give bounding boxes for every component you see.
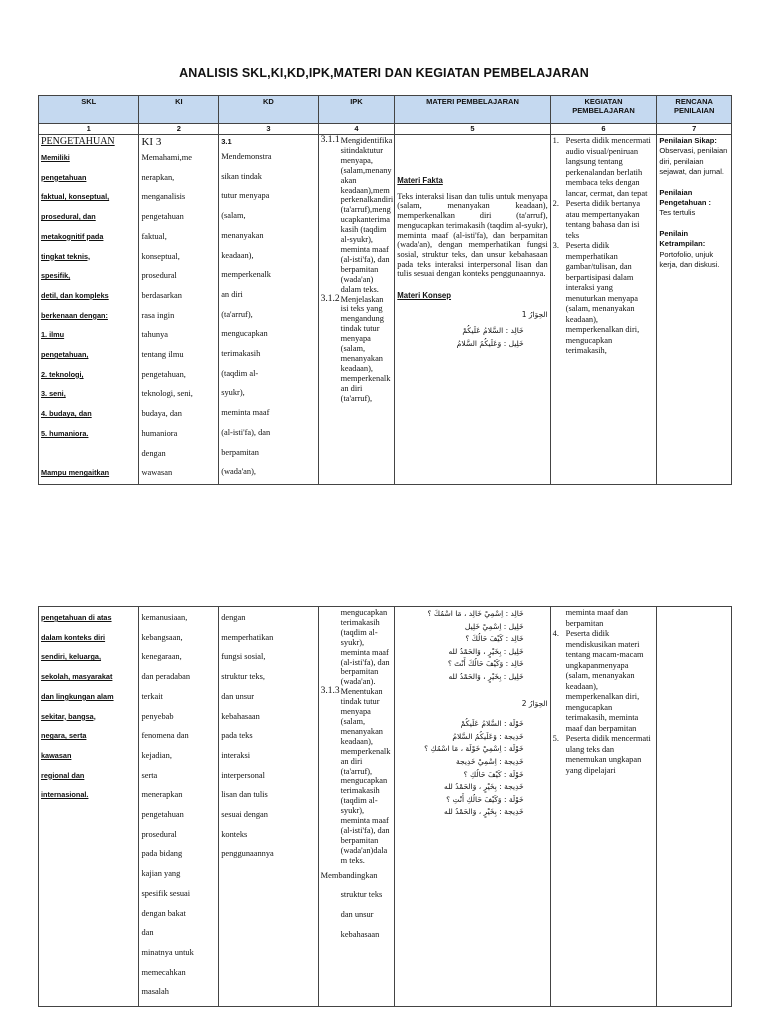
column-number: 7 — [657, 124, 732, 135]
penilaian-body: Observasi, penilaian diri, penilaian sejawat, dan jurnal. — [659, 146, 728, 177]
ipk-line: dan unsur — [340, 909, 374, 919]
kd-line: pada teks — [221, 731, 253, 741]
penilaian-body: Portofolio, unjuk kerja, dan diskusi. — [659, 249, 720, 270]
skl-line: tingkat teknis, — [41, 251, 91, 261]
arabic-dialogue-line: خَوْلَة : السَّلامُ عَلَيكُمْ — [460, 719, 524, 729]
ki-line: budaya, dan — [141, 409, 182, 419]
ipk-cell — [318, 607, 395, 1007]
header-ipk: IPK — [318, 96, 395, 124]
ki-line: konseptual, — [141, 251, 180, 261]
ipk-item — [321, 295, 393, 404]
materi-cell — [395, 135, 550, 485]
ki-line: tentang ilmu — [141, 350, 184, 360]
skl-line: dalam konteks diri — [41, 632, 106, 642]
skl-line: sendiri, keluarga, — [41, 652, 102, 662]
skl-line: 2. teknologi, — [41, 369, 84, 379]
skl-line: spesifik, — [41, 271, 71, 281]
ki-line: menganalisis — [141, 192, 186, 202]
ki-cell — [139, 135, 219, 485]
kegiatan-text: Peserta didik bertanya atau mempertanyakan tentang bahasa dan isi teks — [565, 199, 641, 240]
kegiatan-text: Peserta didik mencermati ulang teks dan menemukan ungkapan yang dipelajari — [565, 734, 651, 775]
ipk-line: kebahasaan — [340, 929, 380, 939]
penilaian-heading: Penilaian Sikap: — [659, 136, 717, 145]
kd-heading: 3.1 — [221, 137, 232, 146]
kd-line: dan unsur — [221, 691, 255, 701]
skl-line: Mampu mengaitkan — [41, 468, 110, 478]
ki-line: prosedural — [141, 271, 177, 281]
ipk-text: Menentukan tindak tutur menyapa (salam, menanyakan keadaan), memperkenalk an diri (ta'arruf), mengucapkan terimakasih (taqdim al-syukr), meminta maaf (al-isti'fa), dan berpamitan (wada'an)dala m teks. — [340, 687, 391, 865]
ki-line: kenegaraan, — [141, 652, 182, 662]
content-row — [39, 607, 732, 1007]
arabic-dialogue-line: خَلِيل : اِسْمِيْ خَلِيل — [464, 621, 524, 631]
ki-line: pengetahuan — [141, 810, 184, 820]
arabic-dialogue-line: خَالِد : السَّلامُ عَلَيكُمْ — [462, 326, 524, 336]
ki-line: dan — [141, 928, 154, 938]
ki-line: humaniora — [141, 428, 178, 438]
arabic-dialogue-line: خَدِيجة : بِخَيْرٍ ، وَالحَمْدُ لله — [444, 782, 524, 792]
kd-line: (al-isti'fa), dan — [221, 427, 271, 437]
penilaian-heading: Penilaian Pengetahuan : — [659, 187, 712, 208]
ipk-number: 3.1.3 — [320, 686, 340, 697]
kd-line: an diri — [221, 289, 243, 299]
kd-line: memperkenalk — [221, 270, 271, 280]
ki-heading: KI 3 — [141, 136, 162, 148]
skl-line: berkenaan dengan: — [41, 310, 108, 320]
skl-line: detil, dan kompleks — [41, 290, 109, 300]
kd-line: dengan — [221, 613, 246, 622]
column-number-row — [39, 124, 732, 135]
materi-fakta-text: Teks interaksi lisan dan tulis untuk menyapa (salam, menanyakan keadaan), memperkenalkan diri (ta'arruf), mengucapkan terimakasih (taqdim al-syukr), meminta maaf (al-isti'fa), dan berpamitan (wada'an), dengan memperhatikan fungsi sosial, struktur teks, dan unsur kebahasaan pada teks interaksi interpersonal lisan dan tulis sesuai dengan konteks penggunaannya. — [397, 191, 548, 279]
analysis-table-page2 — [38, 606, 732, 1007]
kd-line: konteks — [221, 829, 248, 839]
ki-line: serta — [141, 770, 158, 780]
kd-cell — [219, 607, 318, 1007]
penilaian-body: Tes tertulis — [659, 208, 696, 218]
skl-line: 3. seni, — [41, 389, 66, 399]
arabic-dialogue-line: خَوْلَة : وَكَيْفَ حَالُكِ أَنْتِ ؟ — [446, 794, 524, 804]
ipk-number: 3.1.2 — [320, 293, 340, 304]
ipk-item — [321, 687, 393, 865]
skl-line: pengetahuan — [41, 172, 87, 182]
ki-line: berdasarkan — [141, 290, 182, 300]
kd-line: mengucapkan — [221, 329, 268, 339]
skl-line: kawasan — [41, 750, 72, 760]
arabic-dialogue-line: خَالِد : كَيْفَ حَالُكَ ؟ — [465, 634, 524, 644]
penilaian-cell — [657, 607, 732, 1007]
ki-line: prosedural — [141, 829, 177, 839]
kd-line: kebahasaan — [221, 711, 260, 721]
analysis-table-page1 — [38, 95, 732, 485]
arabic-dialogue-line: خَدِيجة : بِخَيْرٍ ، وَالحَمْدُ لله — [444, 807, 524, 817]
skl-heading: PENGETAHUAN — [41, 136, 115, 147]
column-number: 6 — [550, 124, 657, 135]
kd-line: terimakasih — [221, 349, 261, 359]
skl-line: 5. humaniora. — [41, 428, 89, 438]
skl-line: pengetahuan di atas — [41, 613, 112, 622]
ki-line: kajian yang — [141, 869, 181, 879]
header-row — [39, 96, 732, 124]
ki-line: pada bidang — [141, 849, 183, 859]
kegiatan-item — [553, 241, 655, 357]
ki-line: terkait — [141, 691, 163, 701]
ki-line: pengetahuan, — [141, 369, 186, 379]
kd-line: sesuai dengan — [221, 810, 268, 820]
arabic-dialogue-line: خَوْلَة : اِسْمِيْ خَوْلَة ، مَا اسْمُكِ ؟ — [424, 744, 524, 754]
skl-line: faktual, konseptual, — [41, 192, 110, 202]
kegiatan-text: Peserta didik mencermati audio visual/peniruan langsung tentang perkenalandan berlatih membaca teks dengan lancar, cermat, dan tepat — [565, 136, 651, 198]
ki-line: penyebab — [141, 711, 174, 721]
kegiatan-item — [553, 629, 655, 734]
ipk-text: mengucapkan terimakasih (taqdim al-syukr), meminta maaf (al-isti'fa), dan berpamitan (wada'an). — [340, 608, 390, 687]
materi-cell — [395, 607, 550, 1007]
column-number: 5 — [395, 124, 550, 135]
skl-cell — [39, 607, 139, 1007]
ki-line: spesifik sesuai — [141, 888, 191, 898]
hiwar-label: الحِوَارُ 2 — [521, 698, 548, 708]
kegiatan-item — [553, 199, 655, 241]
skl-line: prosedural, dan — [41, 212, 96, 222]
ipk-text: Menjelaskan isi teks yang mengandung tindak tutur menyapa (salam, menanyakan keadaan), memperkenalk an diri (ta'arruf), — [340, 294, 391, 403]
ki-line: dengan — [141, 448, 166, 458]
ipk-line: Membandingkan — [320, 870, 378, 880]
ki-line: minatnya untuk — [141, 947, 194, 957]
materi-konsep-label: Materi Konsep — [397, 291, 452, 301]
column-number: 1 — [39, 124, 139, 135]
kd-line: memperhatikan — [221, 632, 274, 642]
skl-line: 4. budaya, dan — [41, 409, 92, 419]
arabic-dialogue-line: خَالِد : اِسْمِيْ خَالِد ، مَا اسْمُكَ ؟ — [427, 609, 524, 618]
header-penilaian: RENCANA PENILAIAN — [657, 96, 732, 124]
kegiatan-item — [553, 136, 655, 199]
content-row — [39, 135, 732, 485]
kd-line: penggunaannya — [221, 849, 274, 859]
ki-line: tahunya — [141, 330, 168, 340]
skl-line: sekitar, bangsa, — [41, 711, 96, 721]
header-ki: KI — [139, 96, 219, 124]
kd-line: lisan dan tulis — [221, 790, 268, 800]
ki-line: memecahkan — [141, 967, 186, 977]
materi-fakta-label: Materi Fakta — [397, 176, 443, 185]
kd-line: struktur teks, — [221, 672, 265, 682]
ki-line: fenomena dan — [141, 731, 189, 741]
kd-line: menanyakan — [221, 230, 264, 240]
kegiatan-item — [553, 608, 655, 629]
header-skl: SKL — [39, 96, 139, 124]
kd-line: (taqdim al- — [221, 368, 259, 378]
ipk-line: struktur teks — [340, 890, 383, 900]
ki-line: dengan bakat — [141, 908, 186, 918]
kegiatan-cell — [550, 135, 657, 485]
ki-line: kemanusiaan, — [141, 613, 188, 622]
skl-cell — [39, 135, 139, 485]
ki-line: kebangsaan, — [141, 632, 183, 642]
skl-line: metakognitif pada — [41, 231, 104, 241]
ipk-item — [321, 608, 393, 687]
kegiatan-number: 2. — [552, 199, 559, 208]
kegiatan-number: 3. — [552, 241, 559, 250]
ki-line: pengetahuan — [141, 212, 184, 222]
ipk-item — [321, 136, 393, 295]
kegiatan-number: 4. — [552, 629, 559, 638]
ipk-cell — [318, 135, 395, 485]
ki-line: wawasan — [141, 468, 173, 478]
arabic-dialogue-line: خَالِد : وَكَيْفَ حَالُكَ أَنْتَ ؟ — [447, 659, 524, 669]
kd-line: Mendemonstra — [221, 152, 272, 161]
kegiatan-text: meminta maaf dan berpamitan — [565, 608, 628, 628]
kegiatan-number: 1. — [552, 136, 559, 145]
kd-line: (wada'an), — [221, 467, 256, 477]
penilaian-cell — [657, 135, 732, 485]
kd-line: berpamitan — [221, 447, 259, 457]
header-kd: KD — [219, 96, 318, 124]
skl-line: regional dan — [41, 770, 85, 780]
kegiatan-text: Peserta didik mendiskusikan materi tentang macam-macam ungkapanmenyapa (salam, menanyakan keadaan), memperkenalkan diri, mengucapkan terimakasih, meminta maaf dan berpamitan — [565, 629, 644, 733]
kd-line: interpersonal — [221, 770, 265, 780]
skl-line: negara, serta — [41, 731, 87, 741]
document-title: ANALISIS SKL,KI,KD,IPK,MATERI DAN KEGIATAN PEMBELAJARAN — [179, 66, 589, 80]
ki-line: Memahami,me — [141, 153, 192, 162]
skl-line: pengetahuan, — [41, 350, 89, 360]
kd-line: sikan tindak — [221, 171, 262, 181]
ipk-number: 3.1.1 — [320, 135, 340, 145]
hiwar-label: الحِوَارُ 1 — [521, 309, 548, 319]
kegiatan-number: 5. — [552, 734, 559, 743]
ki-line: nerapkan, — [141, 172, 175, 182]
kd-line: fungsi sosial, — [221, 652, 266, 662]
ki-line: kejadian, — [141, 750, 172, 760]
ki-line: teknologi, seni, — [141, 389, 193, 399]
arabic-dialogue-line: خَدِيجة : وَعَلَيكُمُ السَّلامُ — [452, 731, 524, 741]
ki-line: menerapkan — [141, 790, 183, 800]
arabic-dialogue-line: خَوْلَة : كَيْفَ حَالُكِ ؟ — [463, 769, 524, 779]
kd-line: tutur menyapa — [221, 191, 270, 201]
header-kegiatan: KEGIATAN PEMBELAJARAN — [550, 96, 657, 124]
header-materi: MATERI PEMBELAJARAN — [395, 96, 550, 124]
kd-line: interaksi — [221, 750, 251, 760]
ki-line: dan peradaban — [141, 672, 191, 682]
kd-cell — [219, 135, 318, 485]
skl-line: internasional. — [41, 790, 89, 800]
column-number: 3 — [219, 124, 318, 135]
arabic-dialogue-line: خَلِيل : بِخَيْرٍ ، وَالحَمْدُ لله — [448, 646, 524, 656]
arabic-dialogue-line: خَدِيجة : اِسْمِيْ خَدِيجة — [455, 756, 524, 766]
ki-line: faktual, — [141, 231, 167, 241]
skl-line: Memiliki — [41, 153, 70, 162]
column-number: 4 — [318, 124, 395, 135]
column-number: 2 — [139, 124, 219, 135]
kd-line: (ta'arruf), — [221, 309, 253, 319]
kd-line: meminta maaf — [221, 408, 270, 418]
kegiatan-item — [553, 734, 655, 776]
penilaian-heading: Penilain Ketrampilan: — [659, 228, 706, 249]
kd-line: keadaan), — [221, 250, 254, 260]
arabic-dialogue-line: خَلِيل : وَعَلَيكُمُ السَّلامُ — [456, 338, 524, 348]
kd-line: (salam, — [221, 211, 246, 221]
skl-line: sekolah, masyarakat — [41, 672, 113, 682]
kegiatan-cell — [550, 607, 657, 1007]
ipk-item — [321, 866, 393, 945]
ki-line: rasa ingin — [141, 310, 175, 320]
ki-cell — [139, 607, 219, 1007]
arabic-dialogue-line: خَلِيل : بِخَيْرٍ ، وَالحَمْدُ لله — [448, 671, 524, 681]
kd-line: syukr), — [221, 388, 245, 398]
ipk-text: Mengidentifika sitindaktutur menyapa, (salam,menany akan keadaan),mem perkenalkandiri (ta'arruf),meng ucapkanterima kasih (taqdim al-syukr), meminta maaf (al-isti'fa), dan berpamitan (wada'an) dalam teks. — [340, 136, 394, 294]
skl-line: 1. ilmu — [41, 330, 65, 340]
skl-line: dan lingkungan alam — [41, 691, 114, 701]
kegiatan-text: Peserta didik memperhatikan gambar/tulisan, dan berpartisipasi dalam interaksi yang menuturkan menyapa (salam, menanyakan keadaan), memperkenalkan diri, mengucapkan terimakasih, — [565, 241, 640, 355]
ki-line: masalah — [141, 987, 169, 997]
